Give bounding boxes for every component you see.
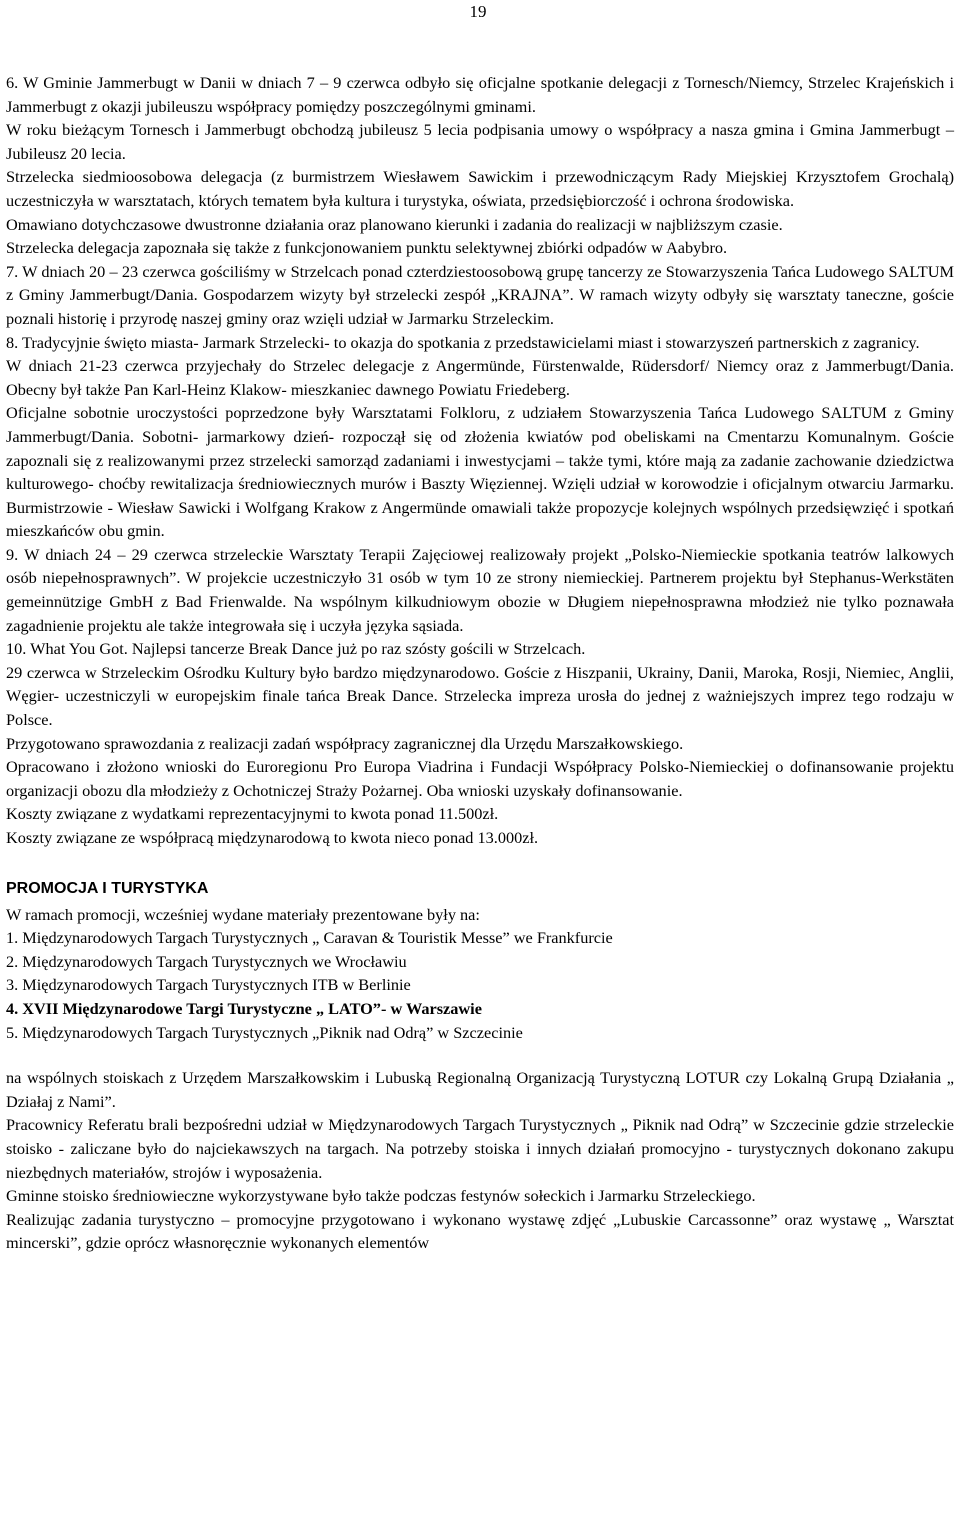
paragraph: 29 czerwca w Strzeleckim Ośrodku Kultury było bardzo międzynarodowo. Goście z Hiszpanii, Ukrainy, Danii, Maroka, Rosji, Niemiec, Anglii, Węgier- uczestniczyli w europejskim finale tańca Break Dance. Strzelecka impreza urosła do jednej z ważniejszych imprez tego rodzaju w Polsce.: [6, 662, 954, 730]
paragraph: Pracownicy Referatu brali bezpośredni udział w Międzynarodowych Targach Turystycznych „ Piknik nad Odrą” w Szczecinie gdzie strzeleckie stoisko - zaliczane było do najciekawszych na targach. Na potrzeby stoiska i innych działań promocyjno - turystycznych dokonano zakupu niezbędnych materiałów, strojów i wyposażenia.: [6, 1115, 954, 1182]
paragraph: na wspólnych stoiskach z Urzędem Marszałkowskim i Lubuską Regionalną Organizacją Turystyczną LOTUR czy Lokalną Grupą Działania „ Działaj z Nami”.: [6, 1068, 954, 1111]
paragraph: 7. W dniach 20 – 23 czerwca gościliśmy w Strzelcach ponad czterdziestoosobową grupę tancerzy ze Stowarzyszenia Tańca Ludowego SALTUM z Gminy Jammerbugt/Dania. Gospodarzem wizyty był strzelecki zespół „KRAJNA”. W ramach wizyty odbyły się warsztaty taneczne, goście poznali historię i przyrodę naszej gminy oraz wzięli udział w Jarmarku Strzeleckim.: [6, 261, 954, 328]
paragraph: Realizując zadania turystyczno – promocyjne przygotowano i wykonano wystawę zdjęć „Lubuskie Carcassonne” oraz wystawę „ Warsztat mincerski”, gdzie oprócz własnoręcznie wykonanych elementów: [6, 1209, 954, 1253]
paragraph: W ramach promocji, wcześniej wydane materiały prezentowane były na:: [6, 904, 480, 924]
paragraph: 8. Tradycyjnie święto miasta- Jarmark Strzelecki- to okazja do spotkania z przedstawicielami miast i stowarzyszeń partnerskich z zagranicy.: [6, 332, 920, 352]
paragraph: 10. What You Got. Najlepsi tancerze Break Dance już po raz szósty gościli w Strzelcach.: [6, 639, 586, 659]
list-item: 1. Międzynarodowych Targach Turystycznych „ Caravan & Touristik Messe” we Frankfurcie: [6, 928, 613, 948]
paragraph: W roku bieżącym Tornesch i Jammerbugt obchodzą jubileusz 5 lecia podpisania umowy o współpracy a nasza gmina i Gmina Jammerbugt –Jubileusz 20 lecia.: [6, 120, 954, 163]
paragraph: Przygotowano sprawozdania z realizacji zadań współpracy zagranicznej dla Urzędu Marszałkowskiego.: [6, 733, 684, 753]
list-item: 5. Międzynarodowych Targach Turystycznych „Piknik nad Odrą” w Szczecinie: [6, 1022, 523, 1042]
paragraph: Gminne stoisko średniowieczne wykorzystywane było także podczas festynów sołeckich i Jarmarku Strzeleckiego.: [6, 1186, 756, 1206]
document-body: [6, 71, 954, 1255]
paragraph: Strzelecka delegacja zapoznała się także z funkcjonowaniem punktu selektywnej zbiórki odpadów w Aabybro.: [6, 238, 728, 258]
paragraph: Omawiano dotychczasowe dwustronne działania oraz planowano kierunki i zadania do realizacji w najbliższym czasie.: [6, 214, 783, 234]
paragraph: Opracowano i złożono wnioski do Euroregionu Pro Europa Viadrina i Fundacji Współpracy Polsko-Niemieckiej o dofinansowanie projektu organizacji obozu dla młodzieży z Ochotniczej Straży Pożarnej. Oba wnioski uzyskały dofinansowanie.: [6, 757, 954, 800]
paragraph: 6. W Gminie Jammerbugt w Danii w dniach 7 – 9 czerwca odbyło się oficjalne spotkanie delegacji z Tornesch/Niemcy, Strzelec Krajeńskich i Jammerbugt z okazji jubileuszu współpracy pomiędzy poszczególnymi gminami.: [6, 73, 954, 116]
section-heading: PROMOCJA I TURYSTYKA: [6, 879, 209, 897]
page-number: 19: [469, 2, 487, 21]
paragraph: Koszty związane ze współpracą międzynarodową to kwota nieco ponad 13.000zł.: [6, 828, 539, 847]
paragraph: 9. W dniach 24 – 29 czerwca strzeleckie Warsztaty Terapii Zajęciowej realizowały projekt „Polsko-Niemieckie spotkania teatrów lalkowych osób niepełnosprawnych”. W projekcie uczestniczyło 31 osób w tym 10 ze strony niemieckiej. Partnerem projektu był Stephanus-Werkstäten gemeinnützige GmbH z Bad Frienwalde. Na wspólnym kilkudniowym obozie w Długiem niepełnosprawna młodzież nie tylko poznawała zagadnienie projektu ale także integrowała się i uczyła języka sąsiada.: [6, 544, 954, 635]
paragraph: W dniach 21-23 czerwca przyjechały do Strzelec delegacje z Angermünde, Fürstenwalde, Rüdersdorf/ Niemcy oraz z Jammerbugt/Dania. Obecny był także Pan Karl-Heinz Klakow- mieszkaniec dawnego Powiatu Friedeberg.: [6, 356, 954, 399]
list-item: 3. Międzynarodowych Targach Turystycznych ITB w Berlinie: [6, 975, 411, 995]
paragraph: Koszty związane z wydatkami reprezentacyjnymi to kwota ponad 11.500zł.: [6, 804, 499, 824]
paragraph: Strzelecka siedmioosobowa delegacja (z burmistrzem Wiesławem Sawickim i przewodniczącym Rady Miejskiej Krzysztofem Grochalą) uczestniczyła w warsztatach, których tematem była kultura i turystyka, oświata, przedsiębiorczość i ochrona środowiska.: [6, 167, 954, 210]
paragraph: Oficjalne sobotnie uroczystości poprzedzone były Warsztatami Folkloru, z udziałem Stowarzyszenia Tańca Ludowego SALTUM z Gminy Jammerbugt/Dania. Sobotni- jarmarkowy dzień- rozpoczął się od złożenia kwiatów pod obeliskami na Cmentarzu Komunalnym. Goście zapoznali się z realizowanymi przez strzelecki samorząd zadaniami i inwestycjami – także tymi, które mają za zadanie zachowanie dziedzictwa kulturowego- choćby rewitalizacja średniowiecznych murów i Baszty Więziennej. Wzięli udział w korowodzie i oficjalnym otwarciu Jarmarku. Burmistrzowie - Wiesław Sawicki i Wolfgang Krakow z Angermünde omawiali także propozycje kolejnych wspólnych przedsięwzięć i spotkań mieszkańców obu gmin.: [6, 403, 954, 541]
list-item-highlighted: 4. XVII Międzynarodowe Targi Turystyczne „ LATO”- w Warszawie: [6, 998, 482, 1018]
list-item: 2. Międzynarodowych Targach Turystycznych we Wrocławiu: [6, 951, 407, 971]
